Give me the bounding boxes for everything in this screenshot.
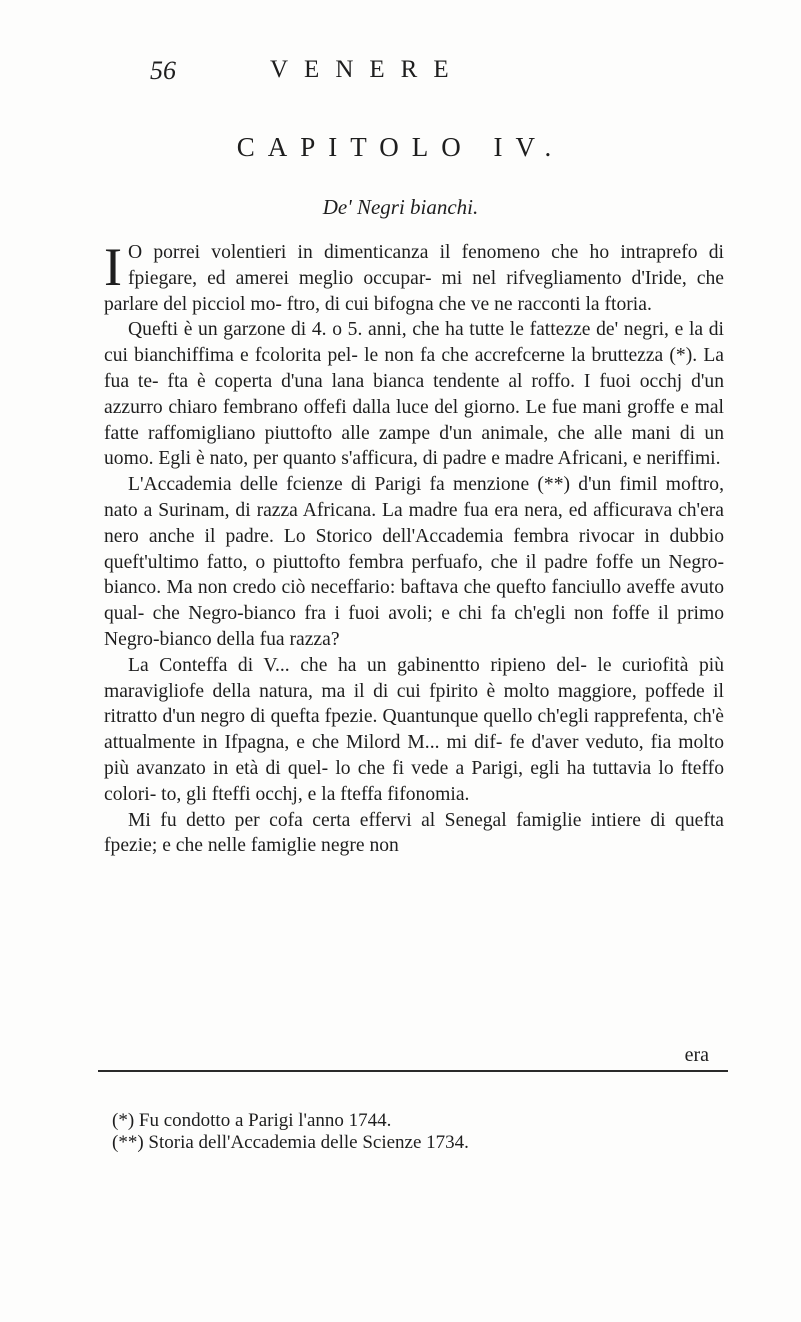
- paragraph-2: Quefti è un garzone di 4. o 5. anni, che ha tutte le fattezze de' negri, e la di cui bianchiffima e fcolorita pel- le non fa che accrefcerne la bruttezza (*). La fua te- fta è coperta d'una lana bianca tendente al roffo. I fuoi occhj d'un azzurro chiaro fembrano offefi dalla luce del giorno. Le fue mani groffe e mal fatte raffomigliano piuttofto alle zampe d'un animale, che alle mani di un uomo. Egli è nato, per quanto s'afficura, di padre e madre Africani, e neriffimi.: [104, 319, 724, 470]
- running-head: [150, 52, 690, 92]
- footnote-1: (*) Fu condotto a Parigi l'anno 1744.: [112, 1110, 392, 1131]
- chapter-title: CAPITOLO IV.: [236, 132, 565, 162]
- chapter-subtitle: De' Negri bianchi.: [322, 195, 479, 219]
- paragraph-1-text: O porrei volentieri in dimenticanza il fenomeno che ho intraprefo di fpiegare, ed amerei meglio occupar- mi nel rifvegliamento d'Iride, che parlare del picciol mo- ftro, di cui bifogna che ve ne racconti la ftoria.: [104, 242, 724, 315]
- paragraph-4: La Conteffa di V... che ha un gabinentto ripieno del- le curiofità più maravigliofe della natura, ma il di cui fpirito è molto maggiore, poffede il ritratto d'un negro di quefta fpezie. Quantunque quello ch'egli rapprefenta, ch'è attualmente in Ifpagna, e che Milord M... mi dif- fe d'aver veduto, fia molto più avanzato in età di quel- lo che fi vede a Parigi, egli ha tuttavia lo fteffo colori- to, gli fteffi occhj, e la fteffa fifonomia.: [104, 654, 724, 805]
- running-title: VENERE: [270, 56, 465, 83]
- paragraph-1: [104, 237, 724, 317]
- paragraph-3: L'Accademia delle fcienze di Parigi fa menzione (**) d'un fimil moftro, nato a Surinam, di razza Africana. La madre fua era nera, ed afficurava ch'era nero anche il padre. Lo Storico dell'Accademia fembra rivocar in dubbio queft'ultimo fatto, o piuttofto fembra perfuafo, che il padre foffe un Negro-bianco. Ma non credo ciò neceffario: baftava che quefto fanciullo aveffe avuto qual- che Negro-bianco fra i fuoi avoli; e chi fa ch'egli non foffe il primo Negro-bianco della fua razza?: [104, 474, 724, 650]
- catchword: era: [684, 1044, 709, 1066]
- drop-cap: I: [104, 237, 122, 297]
- paragraph-5: Mi fu detto per cofa certa effervi al Senegal famiglie intiere di quefta fpezie; e che nelle famiglie negre non: [104, 809, 724, 857]
- footnote-divider: [98, 1070, 728, 1072]
- body-text: [104, 237, 724, 859]
- page-number: 56: [150, 56, 176, 85]
- footnote-2: (**) Storia dell'Accademia delle Scienze 1734.: [112, 1132, 469, 1153]
- footnotes: [112, 1110, 712, 1154]
